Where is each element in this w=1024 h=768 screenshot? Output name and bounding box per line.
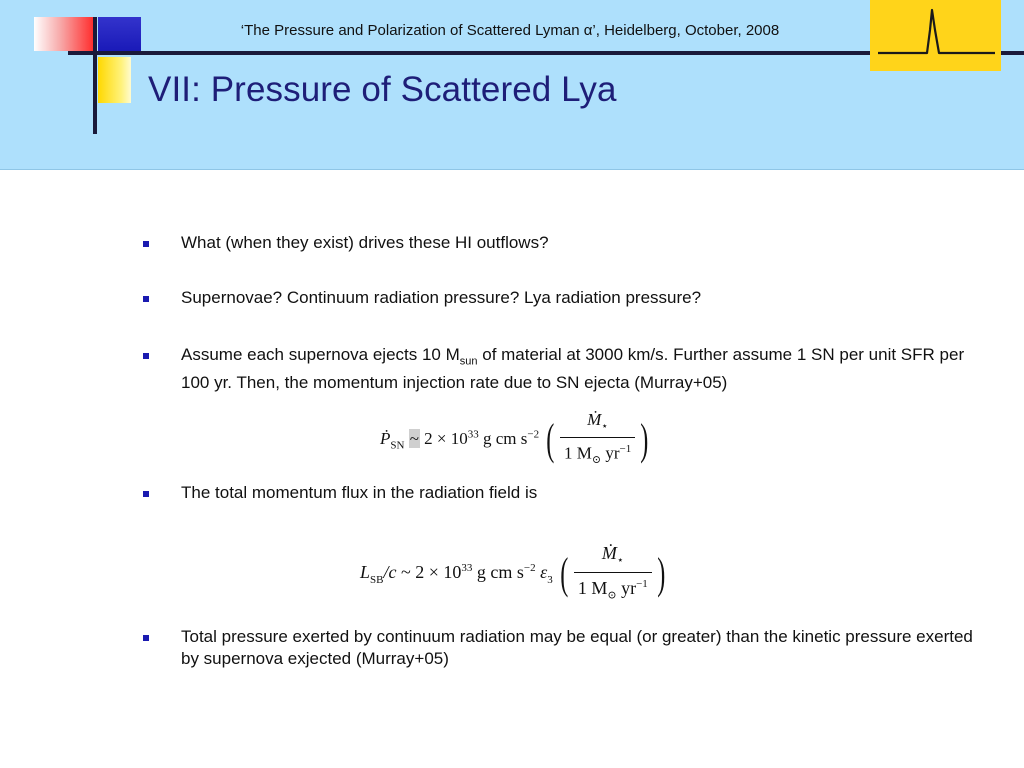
bullet-text: Assume each supernova ejects 10 $M_{sun}$ of material at 3000 km/s. Further assume 1 SN per unit SFR per 100 yr. Then, the momentum injection rate due to SN ejecta (Murray+05) <box>181 345 965 393</box>
bullet-text: The total momentum flux in the radiation field is <box>181 483 538 502</box>
decorative-vertical-rule <box>93 17 97 134</box>
decorative-yellow-block <box>98 57 131 103</box>
fraction: $\frac{Ṁ_⋆}{1 M_⊙ yr^{-1}}$ <box>560 409 635 471</box>
bullet-square-icon <box>143 491 149 497</box>
slide-title: VII: Pressure of Scattered Lya <box>148 70 617 109</box>
sn-momentum-formula: Ṗ$_{SN}$ ~ $2 \times 10^{33}$ g cm $s^{-2}$ ( $\frac{Ṁ_⋆}{1 M_⊙ yr^{-1}}$ ) <box>380 409 652 471</box>
bullet-square-icon <box>143 296 149 302</box>
fraction: $\frac{Ṁ_⋆}{1 M_⊙ yr^{-1}}$ <box>574 542 652 606</box>
spectral-line-logo <box>870 0 1001 71</box>
bullet-square-icon <box>143 635 149 641</box>
bullet-square-icon <box>143 241 149 247</box>
radiation-momentum-formula: $L_{SB}/c$ ~ $2 \times 10^{33}$ g cm $s^{-2}$ $\varepsilon_3$ ( $\frac{Ṁ_⋆}{1 M_⊙ yr^{-1}}$ ) <box>360 542 668 606</box>
bullet-text: Total pressure exerted by continuum radiation may be equal (or greater) than the kinetic pressure exerted by supernova exjected (Murray+05) <box>181 627 973 668</box>
decorative-red-block <box>34 17 94 51</box>
bullet-text: What (when they exist) drives these HI outflows? <box>181 233 549 252</box>
bullet-text: Supernovae? Continuum radiation pressure? Lya radiation pressure? <box>181 288 702 307</box>
decorative-blue-block <box>98 17 141 51</box>
bullet-square-icon <box>143 353 149 359</box>
conference-title: ‘The Pressure and Polarization of Scattered Lyman α’, Heidelberg, October, 2008 <box>240 22 780 39</box>
emission-line-icon <box>870 0 1001 71</box>
